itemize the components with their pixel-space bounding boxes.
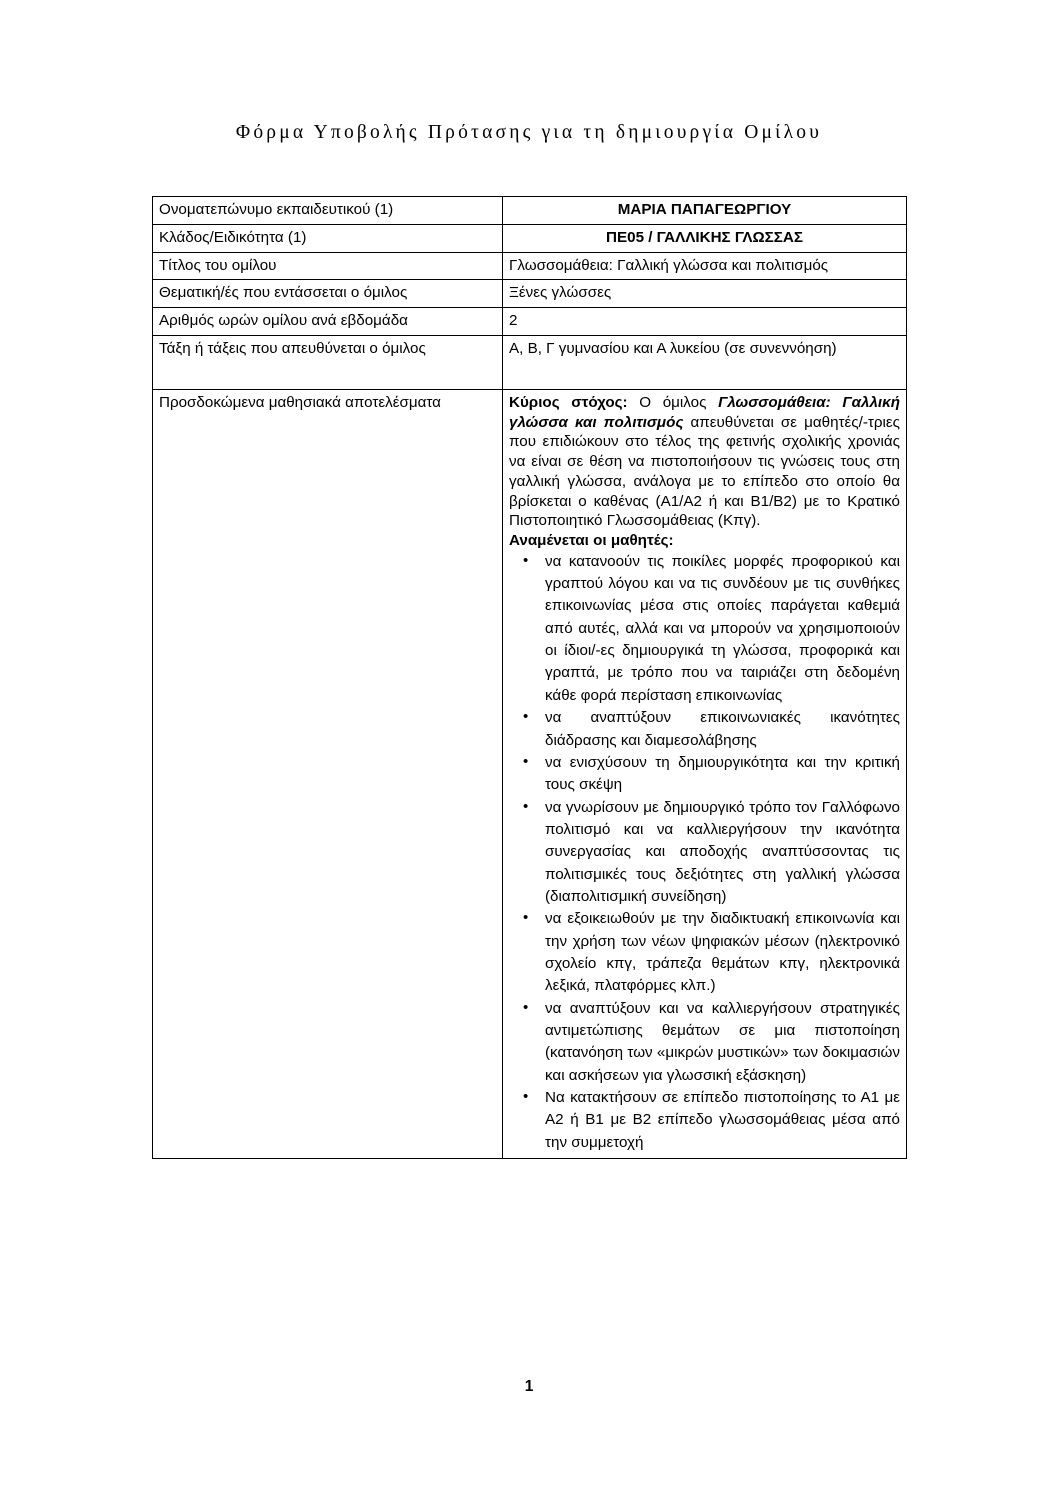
row-value-learning-outcomes bbox=[503, 389, 907, 1158]
list-item: • να ενισχύσουν τη δημιουργικότητα και την κριτική τους σκέψη bbox=[509, 752, 900, 797]
row-value-hours-per-week: 2 bbox=[503, 308, 907, 336]
row-value-club-title: Γλωσσομάθεια: Γαλλική γλώσσα και πολιτισμός bbox=[503, 252, 907, 280]
row-value-specialty: ΠΕ05 / ΓΑΛΛΙΚΗΣ ΓΛΩΣΣΑΣ bbox=[503, 224, 907, 252]
main-goal-rest: απευθύνεται σε μαθητές/-τριες που επιδιώκουν στο τέλος της φετινής σχολικής χρονιάς να είναι σε θέση να πιστοποιήσουν τις γνώσεις τους στη γαλλική γλώσσα, ανάλογα με το επίπεδο στο οποίο θα βρίσκεται ο καθένας (Α1/Α2 ή και Β1/Β2) με το Κρατικό Πιστοποιητικό Γλωσσομάθειας (Κπγ). bbox=[509, 413, 900, 530]
row-label-learning-outcomes: Προσδοκώμενα μαθησιακά αποτελέσματα bbox=[153, 389, 503, 1158]
row-label-target-classes: Τάξη ή τάξεις που απευθύνεται ο όμιλος bbox=[153, 335, 503, 389]
row-label-specialty: Κλάδος/Ειδικότητα (1) bbox=[153, 224, 503, 252]
table-row bbox=[153, 335, 907, 389]
learning-outcomes-list bbox=[509, 551, 900, 1154]
table-row bbox=[153, 224, 907, 252]
list-item: • να αναπτύξουν και να καλλιεργήσουν στρατηγικές αντιμετώπισης θεμάτων σε μια πιστοποίηση (κατανόηση των «μικρών μυστικών» των δοκιμασιών και ασκήσεων για γλωσσική εξάσκηση) bbox=[509, 998, 900, 1087]
row-value-target-classes: Α, Β, Γ γυμνασίου και Α λυκείου (σε συνεννόηση) bbox=[503, 335, 907, 389]
list-item: • να αναπτύξουν επικοινωνιακές ικανότητες διάδρασης και διαμεσολάβησης bbox=[509, 707, 900, 752]
table-row bbox=[153, 252, 907, 280]
row-label-club-title: Τίτλος του ομίλου bbox=[153, 252, 503, 280]
row-value-thematic: Ξένες γλώσσες bbox=[503, 280, 907, 308]
table-row bbox=[153, 308, 907, 336]
main-goal-pre-italic: Ο όμιλος bbox=[627, 393, 719, 411]
proposal-form-table bbox=[152, 196, 907, 1159]
row-label-teacher-name: Ονοματεπώνυμο εκπαιδευτικού (1) bbox=[153, 197, 503, 225]
list-item: • να εξοικειωθούν με την διαδικτυακή επικοινωνία και την χρήση των νέων ψηφιακών μέσων (ηλεκτρονικό σχολείο κπγ, τράπεζα θεμάτων κπγ, ηλεκτρονικά λεξικά, πλατφόρμες κλπ.) bbox=[509, 908, 900, 997]
expected-heading: Αναμένεται οι μαθητές: bbox=[509, 532, 674, 549]
table-row bbox=[153, 197, 907, 225]
list-item: • Να κατακτήσουν σε επίπεδο πιστοποίησης το Α1 με Α2 ή Β1 με Β2 επίπεδο γλωσσομάθειας μέσα από την συμμετοχή bbox=[509, 1087, 900, 1154]
row-label-thematic: Θεματική/ές που εντάσσεται ο όμιλος bbox=[153, 280, 503, 308]
main-goal-club-name: Γλωσσομάθεια: Γαλλική γλώσσα και πολιτισμός bbox=[509, 393, 900, 431]
main-goal-paragraph bbox=[509, 393, 900, 531]
row-label-hours-per-week: Αριθμός ωρών ομίλου ανά εβδομάδα bbox=[153, 308, 503, 336]
list-item: • να γνωρίσουν με δημιουργικό τρόπο τον Γαλλόφωνο πολιτισμό και να καλλιεργήσουν την ικανότητα συνεργασίας και αποδοχής αναπτύσσοντας τις πολιτισμικές τους δεξιότητες στη γαλλική γλώσσα (διαπολιτισμική συνείδηση) bbox=[509, 797, 900, 909]
list-item: • να κατανοούν τις ποικίλες μορφές προφορικού και γραπτού λόγου και να τις συνδέουν με τις συνθήκες επικοινωνίας μέσα στις οποίες παράγεται καθεμιά από αυτές, αλλά και να μπορούν να χρησιμοποιούν οι ίδιοι/-ες δημιουργικά τη γλώσσα, προφορικά και γραπτά, με τρόπο που να ταιριάζει στη δεδομένη κάθε φορά περίσταση επικοινωνίας bbox=[509, 551, 900, 707]
row-value-teacher-name: ΜΑΡΙΑ ΠΑΠΑΓΕΩΡΓΙΟΥ bbox=[503, 197, 907, 225]
table-row bbox=[153, 280, 907, 308]
page-number: 1 bbox=[524, 1378, 534, 1395]
main-goal-lead: Κύριος στόχος: bbox=[509, 393, 628, 411]
table-row-learning-outcomes bbox=[153, 389, 907, 1158]
page-title: Φόρμα Υποβολής Πρότασης για τη δημιουργία Ομίλου bbox=[235, 122, 823, 143]
